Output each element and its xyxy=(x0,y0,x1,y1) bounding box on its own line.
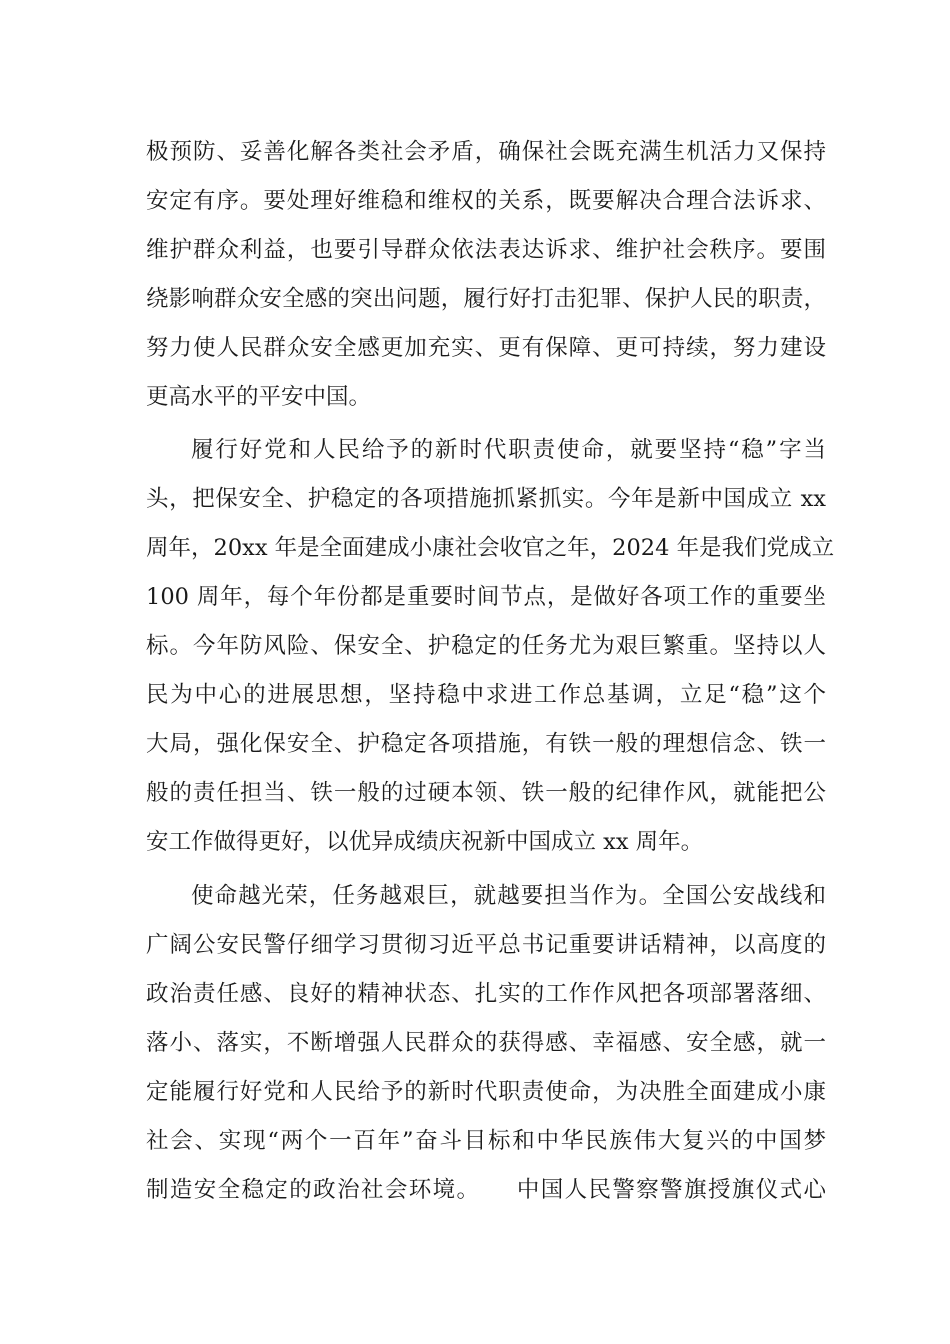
text-line-19: 落小、落实，不断增强人民群众的获得感、幸福感、安全感，就一 xyxy=(146,1030,826,1056)
text-line-14: 般的责任担当、铁一般的过硬本领、铁一般的纪律作风，就能把公 xyxy=(146,780,826,806)
text-line-21: 社会、实现“两个一百年”奋斗目标和中华民族伟大复兴的中国梦 xyxy=(146,1128,826,1154)
paragraph-2-first-line: 履行好党和人民给予的新时代职责使命，就要坚持“稳”字当 xyxy=(191,437,826,463)
text-line-1: 极预防、妥善化解各类社会矛盾，确保社会既充满生机活力又保持 xyxy=(146,139,826,165)
text-line-3: 维护群众利益，也要引导群众依法表达诉求、维护社会秩序。要围 xyxy=(146,237,826,263)
text-line-18: 政治责任感、良好的精神状态、扎实的工作作风把各项部署落细、 xyxy=(146,981,826,1007)
text-line-15: 安工作做得更好，以优异成绩庆祝新中国成立 xx 周年。 xyxy=(146,829,704,855)
text-line-17: 广阔公安民警仔细学习贯彻习近平总书记重要讲话精神，以高度的 xyxy=(146,932,826,958)
text-line-13: 大局，强化保安全、护稳定各项措施，有铁一般的理想信念、铁一 xyxy=(146,731,826,757)
text-line-10: 100 周年，每个年份都是重要时间节点，是做好各项工作的重要坐 xyxy=(146,584,826,610)
text-line-9: 周年，20xx 年是全面建成小康社会收官之年，2024 年是我们党成立 xyxy=(146,535,835,561)
text-line-2: 安定有序。要处理好维稳和维权的关系，既要解决合理合法诉求、 xyxy=(146,188,826,214)
text-line-11: 标。今年防风险、保安全、护稳定的任务尤为艰巨繁重。坚持以人 xyxy=(146,633,826,659)
text-line-4: 绕影响群众安全感的突出问题，履行好打击犯罪、保护人民的职责， xyxy=(146,286,826,312)
text-line-12: 民为中心的进展思想，坚持稳中求进工作总基调，立足“稳”这个 xyxy=(146,682,826,708)
text-line-5: 努力使人民群众安全感更加充实、更有保障、更可持续，努力建设 xyxy=(146,335,826,361)
text-line-6: 更高水平的平安中国。 xyxy=(146,384,372,410)
paragraph-3-first-line: 使命越光荣，任务越艰巨，就越要担当作为。全国公安战线和 xyxy=(191,883,826,909)
text-line-22: 制造安全稳定的政治社会环境。 中国人民警察警旗授旗仪式心 xyxy=(146,1177,826,1203)
text-line-20: 定能履行好党和人民给予的新时代职责使命，为决胜全面建成小康 xyxy=(146,1079,826,1105)
text-line-8: 头，把保安全、护稳定的各项措施抓紧抓实。今年是新中国成立 xx xyxy=(146,486,826,512)
